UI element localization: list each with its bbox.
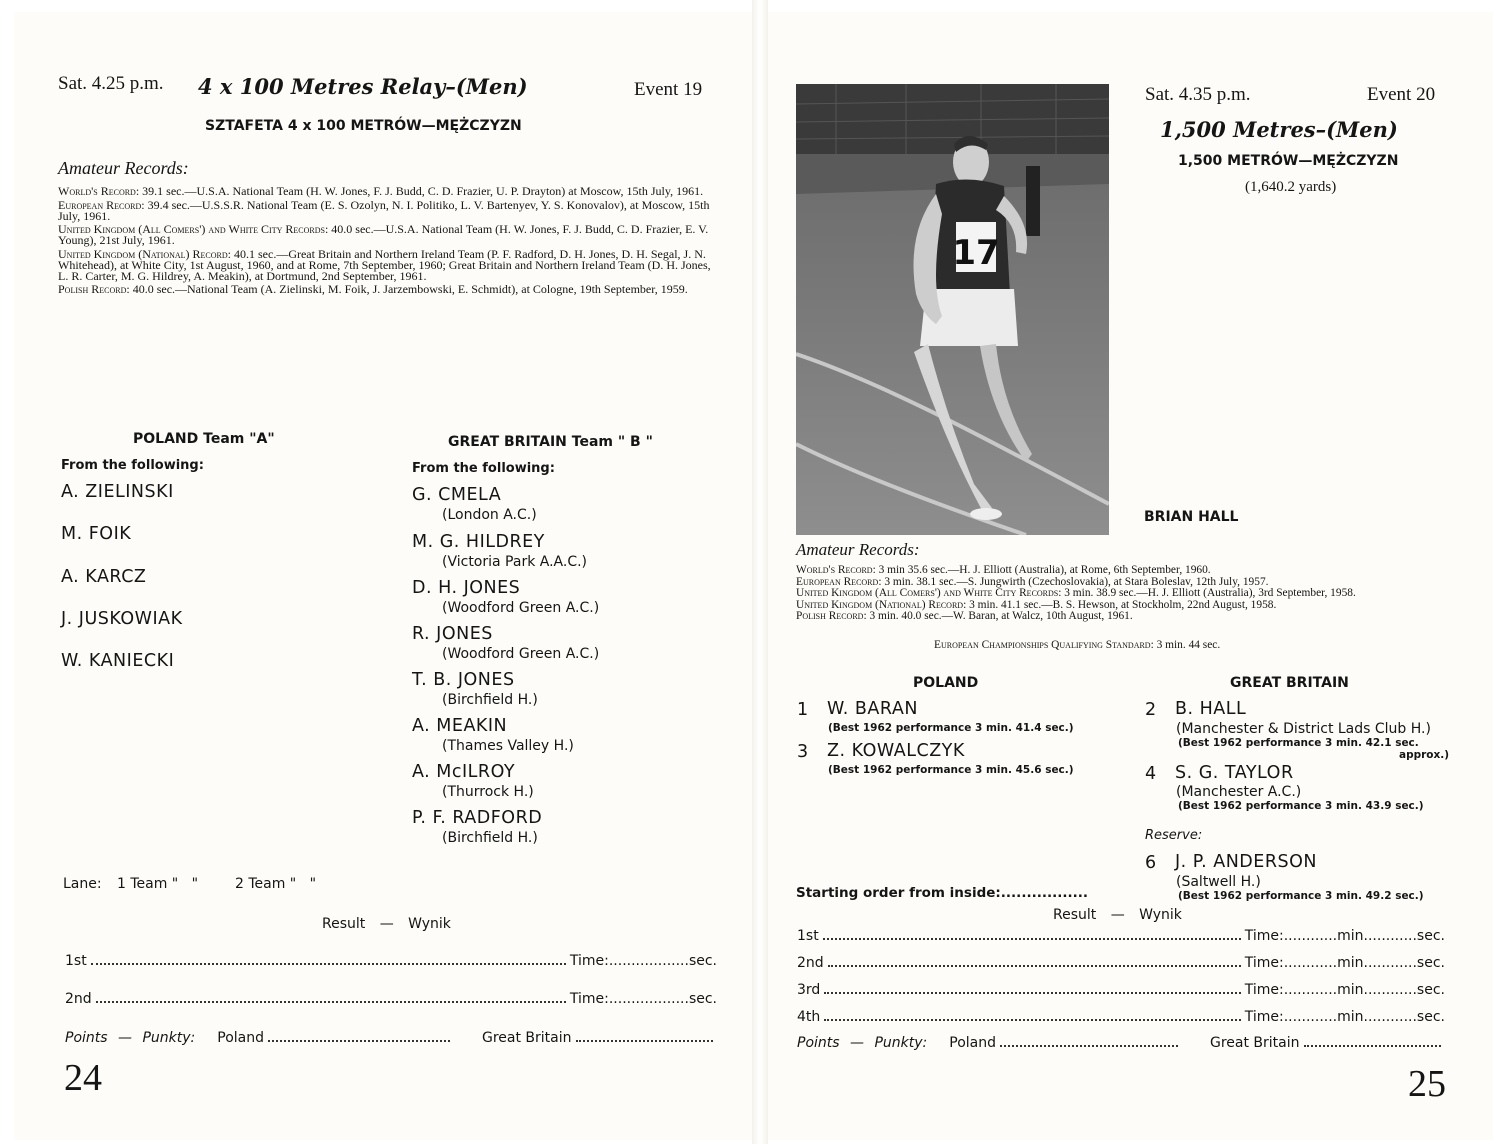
points-poland: Poland xyxy=(949,1035,996,1051)
page-number: 24 xyxy=(64,1057,102,1099)
lane-2: 2 Team " " xyxy=(235,876,317,892)
runner-image xyxy=(796,84,1109,535)
entry-line xyxy=(824,992,1240,994)
record-item: United Kingdom (All Comers') and White City Records: 3 min. 38.9 sec.—H. J. Elliott (Australia), 3rd September, 1958. xyxy=(796,587,1356,600)
place-label: 2nd xyxy=(65,991,92,1007)
gb-athlete-club: (Victoria Park A.A.C.) xyxy=(442,554,588,570)
gb-team-heading: GREAT BRITAIN Team " B " xyxy=(448,434,653,450)
place-label: 4th xyxy=(797,1009,821,1025)
place-label: 2nd xyxy=(797,955,824,971)
athlete-number: 4 xyxy=(1145,764,1157,784)
poland-athlete: J. JUSKOWIAK xyxy=(61,609,183,629)
time-field: Time:............min............sec. xyxy=(1244,982,1445,998)
polish-title: SZTAFETA 4 x 100 METRÓW—MĘŻCZYZN xyxy=(205,118,522,134)
result-row xyxy=(797,955,1445,971)
event-title: 4 x 100 Metres Relay–(Men) xyxy=(198,74,528,99)
athlete-club: (Manchester & District Lads Club H.) xyxy=(1176,721,1431,737)
gb-athlete-club: (Birchfield H.) xyxy=(442,692,538,708)
athlete-number: 6 xyxy=(1145,853,1157,873)
time-field: Time:..................sec. xyxy=(569,953,717,969)
points-row xyxy=(797,1035,1445,1051)
record-item: Polish Record: 40.0 sec.—National Team (A. Zielinski, M. Foik, J. Jarzembowski, E. Schmidt), at Cologne, 19th September, 1959. xyxy=(58,282,688,297)
gb-athlete-name: T. B. JONES xyxy=(412,670,515,690)
gb-heading: GREAT BRITAIN xyxy=(1230,675,1349,691)
poland-athlete: W. KANIECKI xyxy=(61,651,175,671)
athlete-name: W. BARAN xyxy=(827,699,918,719)
poland-athlete: A. ZIELINSKI xyxy=(61,482,174,502)
photo-caption: BRIAN HALL xyxy=(1144,509,1239,525)
entry-line xyxy=(1000,1045,1178,1047)
gb-athlete-name: R. JONES xyxy=(412,624,493,644)
place-label: 1st xyxy=(797,928,819,944)
place-label: 1st xyxy=(65,953,87,969)
gb-athlete-club: (Thurrock H.) xyxy=(442,784,534,800)
poland-from-label: From the following: xyxy=(61,458,204,473)
event-title: 1,500 Metres–(Men) xyxy=(1160,117,1398,142)
records-list xyxy=(796,565,1448,623)
gb-athlete-name: P. F. RADFORD xyxy=(412,808,543,828)
best-performance: (Best 1962 performance 3 min. 41.4 sec.) xyxy=(828,722,1074,734)
poland-team-heading: POLAND Team "A" xyxy=(133,431,275,447)
result-heading: Result — Wynik xyxy=(1053,907,1182,923)
event-number: Event 19 xyxy=(634,79,703,100)
points-label: Points — Punkty: xyxy=(797,1035,928,1051)
time-field: Time:............min............sec. xyxy=(1244,928,1445,944)
polish-title: 1,500 METRÓW—MĘŻCZYZN xyxy=(1178,153,1399,169)
athlete-name: J. P. ANDERSON xyxy=(1175,852,1317,872)
record-item: European Record: 3 min. 38.1 sec.—S. Jungwirth (Czechoslovakia), at Stara Boleslav, 12th July, 1957. xyxy=(796,575,1269,588)
lane-1: 1 Team " " xyxy=(117,876,199,892)
gb-athlete-club: (Birchfield H.) xyxy=(442,830,538,846)
record-item: World's Record: 3 min 35.6 sec.—H. J. Elliott (Australia), at Rome, 6th September, 1960. xyxy=(796,564,1211,576)
best-performance: (Best 1962 performance 3 min. 42.1 sec. xyxy=(1178,737,1419,749)
time-field: Time:............min............sec. xyxy=(1244,1009,1445,1025)
gb-athlete-name: A. McILROY xyxy=(412,762,516,782)
points-poland: Poland xyxy=(217,1030,264,1046)
records-heading: Amateur Records: xyxy=(58,158,189,178)
book-spine xyxy=(752,0,768,1144)
gb-athlete-club: (London A.C.) xyxy=(442,507,537,523)
place-label: 3rd xyxy=(797,982,821,998)
gb-athlete-name: G. CMELA xyxy=(412,485,502,505)
points-label: Points — Punkty: xyxy=(65,1030,196,1046)
entry-line xyxy=(576,1040,713,1042)
record-item: United Kingdom (All Comers') and White City Records: 40.0 sec.—U.S.A. National Team (H. W. Jones, F. J. Budd, C. D. Frazier, E. V. Young), 21st July, 1961. xyxy=(58,222,709,248)
result-row xyxy=(797,982,1445,998)
poland-athlete: M. FOIK xyxy=(61,524,132,544)
entry-line xyxy=(823,938,1241,940)
best-performance-cont: approx.) xyxy=(1399,749,1450,761)
time-field: Time:..................sec. xyxy=(569,991,717,1007)
qualifying-standard: European Championships Qualifying Standard: 3 min. 44 sec. xyxy=(934,639,1221,651)
athlete-club: (Manchester A.C.) xyxy=(1176,784,1302,800)
athlete-name: B. HALL xyxy=(1175,699,1247,719)
record-item: United Kingdom (National) Record: 40.1 sec.—Great Britain and Northern Ireland Team (P. F. Radford, D. H. Jones, D. H. Segal, J. N. Whitehead), at White City, 1st August, 1960, and at Rome, 7th September, 1960; Great Britain and Northern Ireland Team (D. H. Jones, L. R. Carter, M. G. Hildrey, A. Meakin), at Dortmund, 2nd September, 1961. xyxy=(58,246,711,283)
points-row xyxy=(65,1030,717,1046)
points-gb: Great Britain xyxy=(482,1030,572,1046)
record-item: United Kingdom (National) Record: 3 min. 41.1 sec.—B. S. Hewson, at Stockholm, 22nd August, 1958. xyxy=(796,598,1277,611)
records-list xyxy=(58,186,716,295)
entry-line xyxy=(828,965,1241,967)
gb-athlete-name: D. H. JONES xyxy=(412,578,521,598)
entry-line xyxy=(1304,1045,1441,1047)
bib-number: 17 xyxy=(952,233,1000,273)
athlete-name: S. G. TAYLOR xyxy=(1175,763,1294,783)
best-performance: (Best 1962 performance 3 min. 45.6 sec.) xyxy=(828,764,1074,776)
best-performance: (Best 1962 performance 3 min. 49.2 sec.) xyxy=(1178,890,1424,902)
points-gb: Great Britain xyxy=(1210,1035,1300,1051)
athlete-number: 2 xyxy=(1145,700,1157,720)
athlete-photo xyxy=(796,84,1109,535)
best-performance: (Best 1962 performance 3 min. 43.9 sec.) xyxy=(1178,800,1424,812)
entry-line xyxy=(268,1040,450,1042)
poland-athlete: A. KARCZ xyxy=(61,567,147,587)
gb-athlete-name: M. G. HILDREY xyxy=(412,532,545,552)
gb-from-label: From the following: xyxy=(412,461,555,476)
poland-heading: POLAND xyxy=(913,675,979,691)
entry-line xyxy=(91,963,566,965)
event-time: Sat. 4.25 p.m. xyxy=(58,73,164,94)
gb-athlete-name: A. MEAKIN xyxy=(412,716,508,736)
result-row xyxy=(65,953,717,969)
records-heading: Amateur Records: xyxy=(796,540,920,559)
result-row xyxy=(797,928,1445,944)
event-time: Sat. 4.35 p.m. xyxy=(1145,84,1251,105)
gb-athlete-club: (Woodford Green A.C.) xyxy=(442,646,600,662)
distance-yards: (1,640.2 yards) xyxy=(1245,179,1337,195)
entry-line xyxy=(96,1001,566,1003)
athlete-name: Z. KOWALCZYK xyxy=(827,741,965,761)
result-row xyxy=(797,1009,1445,1025)
result-row xyxy=(65,991,717,1007)
time-field: Time:............min............sec. xyxy=(1244,955,1445,971)
result-heading: Result — Wynik xyxy=(322,916,451,932)
athlete-number: 1 xyxy=(797,700,809,720)
gb-athlete-club: (Woodford Green A.C.) xyxy=(442,600,600,616)
entry-line xyxy=(824,1019,1240,1021)
athlete-number: 3 xyxy=(797,742,809,762)
page-number: 25 xyxy=(1408,1063,1446,1105)
event-number: Event 20 xyxy=(1367,84,1436,105)
athlete-club: (Saltwell H.) xyxy=(1176,874,1261,890)
lane-label: Lane: xyxy=(63,876,102,892)
record-item: Polish Record: 3 min. 40.0 sec.—W. Baran, at Walcz, 10th August, 1961. xyxy=(796,610,1133,623)
reserve-label: Reserve: xyxy=(1145,828,1203,843)
record-item: World's Record: 39.1 sec.—U.S.A. National Team (H. W. Jones, F. J. Budd, C. D. Frazier, U. P. Drayton) at Moscow, 15th July, 1961. xyxy=(58,184,704,198)
gb-athlete-club: (Thames Valley H.) xyxy=(442,738,574,754)
starting-order: Starting order from inside:................. xyxy=(796,885,1088,901)
record-item: European Record: 39.4 sec.—U.S.S.R. National Team (E. S. Ozolyn, N. I. Politiko, L. V. Bartenyev, Y. S. Konovalov), at Moscow, 15th July, 1961. xyxy=(58,197,710,223)
